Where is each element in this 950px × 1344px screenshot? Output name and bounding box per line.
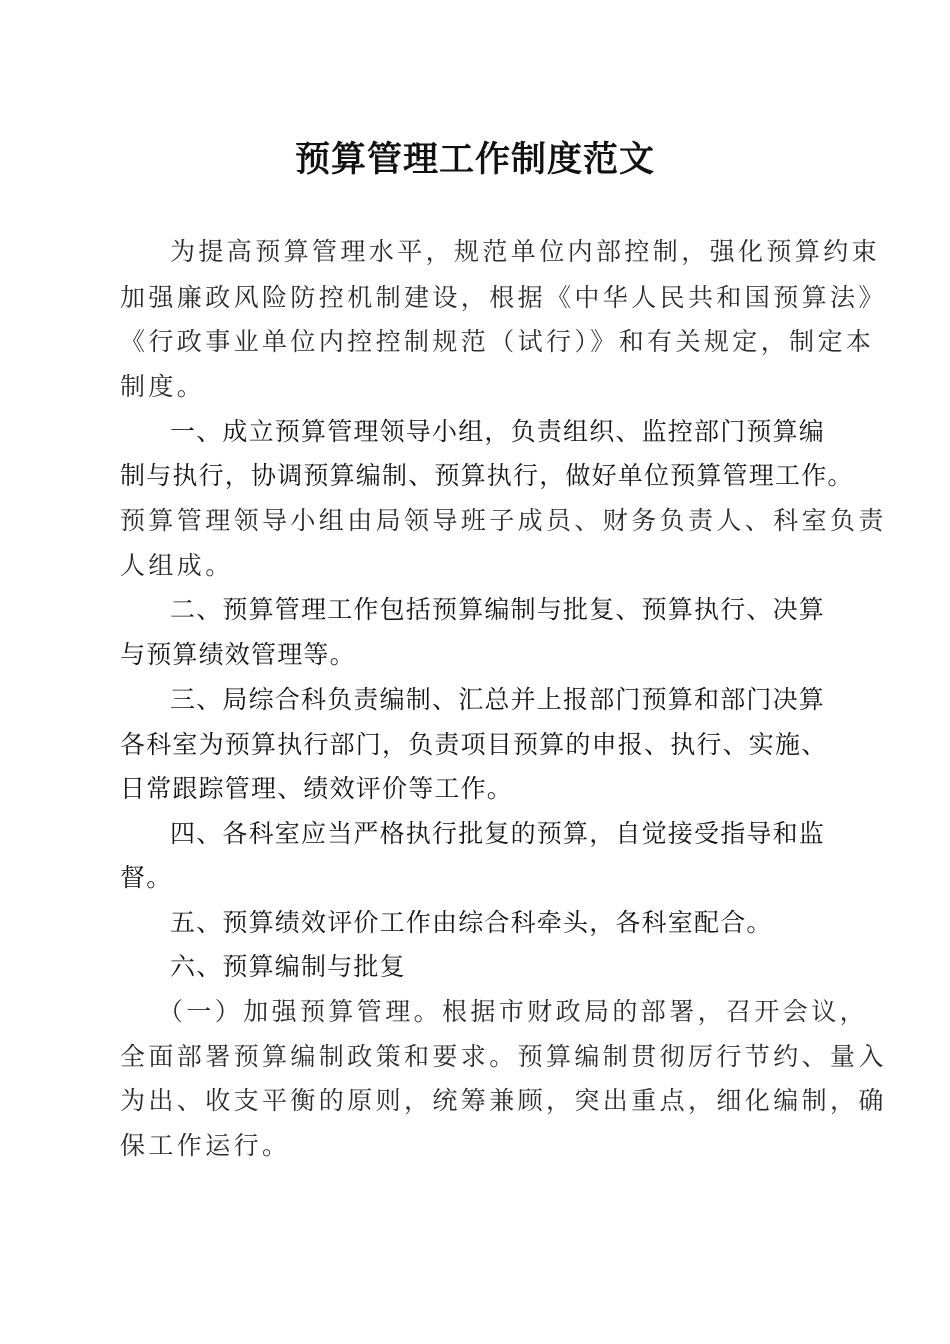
section-heading-line: 日常跟踪管理、绩效评价等工作。 [120, 774, 514, 803]
section-heading-line: 六、预算编制与批复 [170, 952, 406, 981]
paragraph-line: 为出、收支平衡的原则，统筹兼顾，突出重点，细化编制，确 [120, 1086, 887, 1115]
section-heading-line: 督。 [120, 863, 173, 892]
section-heading-line: 二、预算管理工作包括预算编制与批复、预算执行、决算 [170, 595, 826, 624]
section-heading-line: 三、局综合科负责编制、汇总并上报部门预算和部门决算 [170, 685, 826, 714]
paragraph-line: 加强廉政风险防控机制建设，根据《中华人民共和国预算法》 [120, 283, 887, 312]
paragraph-line: 全面部署预算编制政策和要求。预算编制贯彻厉行节约、量入 [120, 1042, 887, 1071]
paragraph-line: 预算管理领导小组由局领导班子成员、财务负责人、科室负责 [120, 506, 887, 535]
section-heading-line: 五、预算绩效评价工作由综合科牵头，各科室配合。 [170, 908, 773, 937]
section-heading-line: 四、各科室应当严格执行批复的预算，自觉接受指导和监 [170, 819, 826, 848]
paragraph-line: 为提高预算管理水平，规范单位内部控制，强化预算约束 [170, 237, 881, 266]
paragraph-line: 《行政事业单位内控控制规范（试行）》和有关规定，制定本 [120, 327, 875, 356]
paragraph-line: 制度。 [120, 372, 206, 401]
document-title: 预算管理工作制度范文 [294, 139, 655, 180]
paragraph-line: 保工作运行。 [120, 1131, 291, 1160]
paragraph-line: 人组成。 [120, 551, 234, 580]
section-heading-line: 一、成立预算管理领导小组，负责组织、监控部门预算编 [170, 417, 826, 446]
section-heading-line: 制与执行，协调预算编制、预算执行，做好单位预算管理工作。 [120, 461, 854, 490]
paragraph-line: （一）加强预算管理。根据市财政局的部署，召开会议， [158, 997, 869, 1026]
section-heading-line: 各科室为预算执行部门，负责项目预算的申报、执行、实施、 [120, 730, 828, 759]
section-heading-line: 与预算绩效管理等。 [120, 640, 356, 669]
